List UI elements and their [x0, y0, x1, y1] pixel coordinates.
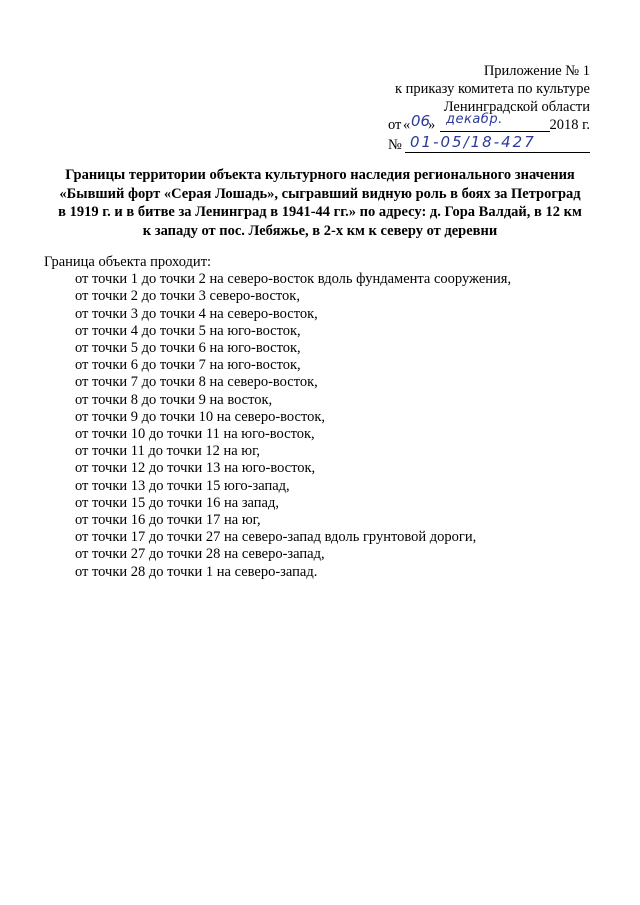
boundary-segment: от точки 3 до точки 4 на северо-восток,: [75, 305, 318, 322]
approval-block: [300, 62, 590, 156]
quote-open: «: [403, 117, 411, 133]
boundary-segment: от точки 17 до точки 27 на северо-запад вдоль грунтовой дороги,: [75, 529, 477, 546]
boundary-segment: от точки 7 до точки 8 на северо-восток,: [75, 374, 318, 391]
boundary-segment-list: [44, 271, 604, 581]
title-line-1: Границы территории объекта культурного наследия регионального значения: [65, 167, 575, 183]
boundary-segment: от точки 1 до точки 2 на северо-восток вдоль фундамента сооружения,: [75, 271, 512, 288]
boundary-segment: от точки 28 до точки 1 на северо-запад.: [75, 563, 318, 580]
appendix-number: Приложение № 1: [483, 63, 590, 79]
handwritten-order-number: 01-05/18-427: [410, 133, 536, 151]
boundary-segment: от точки 27 до точки 28 на северо-запад,: [75, 546, 325, 563]
boundary-segment: от точки 5 до точки 6 на юго-восток,: [75, 340, 301, 357]
title-line-2: «Бывший форт «Серая Лошадь», сыгравший видную роль в боях за Петроград: [59, 185, 581, 202]
boundary-segment: от точки 16 до точки 17 на юг,: [75, 512, 261, 529]
boundary-segment: от точки 15 до точки 16 на запад,: [75, 494, 279, 511]
boundary-segment: от точки 12 до точки 13 на юго-восток,: [75, 460, 316, 477]
title-line-4: к западу от пос. Лебяжье, в 2-х км к северу от деревни: [142, 222, 498, 239]
boundary-segment: от точки 4 до точки 5 на юго-восток,: [75, 322, 301, 339]
boundary-segment: от точки 6 до точки 7 на юго-восток,: [75, 357, 301, 374]
title-line-3: в 1919 г. и в битве за Ленинград в 1941-44 гг.» по адресу: д. Гора Валдай, в 12 км: [58, 204, 582, 220]
order-number-line: [300, 133, 590, 156]
handwritten-day: 06: [411, 112, 431, 130]
date-year: 2018 г.: [549, 117, 590, 133]
order-reference: к приказу комитета по культуре: [394, 81, 590, 97]
number-underline: [405, 152, 590, 153]
boundary-description: [44, 254, 604, 581]
handwritten-month: декабр.: [446, 112, 503, 127]
boundary-segment: от точки 8 до точки 9 на восток,: [75, 391, 273, 408]
quote-close: »: [428, 117, 436, 133]
boundary-segment: от точки 9 до точки 10 на северо-восток,: [75, 408, 326, 425]
region-name: Ленинградской области: [443, 99, 590, 115]
document-title: [36, 166, 604, 240]
date-prefix: от: [388, 117, 402, 133]
month-underline: [440, 131, 550, 132]
boundary-segment: от точки 10 до точки 11 на юго-восток,: [75, 426, 315, 443]
boundary-segment: от точки 11 до точки 12 на юг,: [75, 443, 261, 460]
number-prefix: №: [388, 137, 402, 153]
boundary-segment: от точки 2 до точки 3 северо-восток,: [75, 288, 300, 305]
boundary-segment: от точки 13 до точки 15 юго-запад,: [75, 477, 290, 494]
boundary-intro: Граница объекта проходит:: [44, 254, 212, 270]
